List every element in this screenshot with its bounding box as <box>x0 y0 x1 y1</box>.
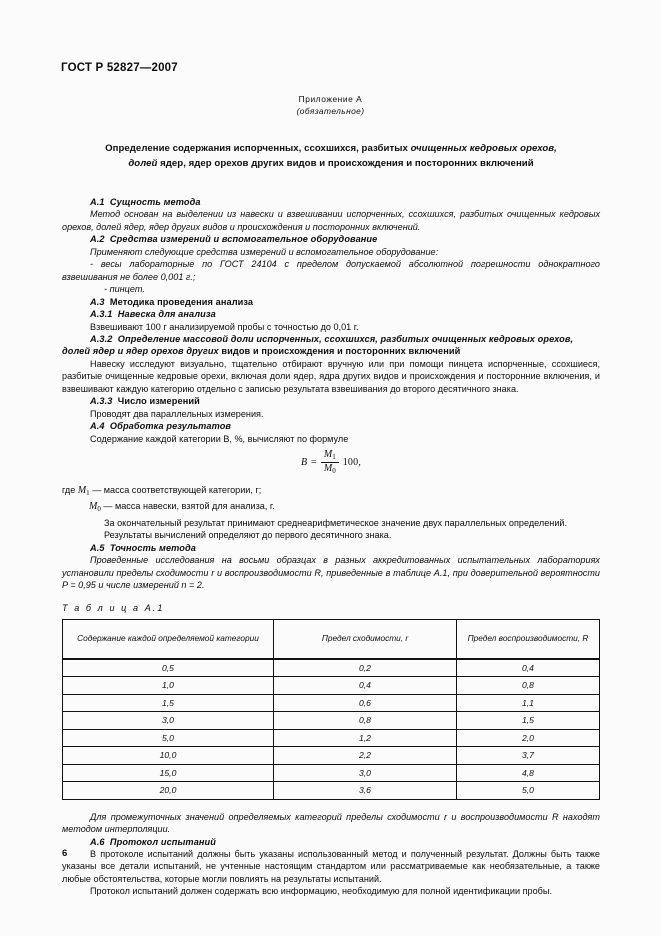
heading-a1 <box>62 196 600 208</box>
formula-denominator-symbol: M <box>323 463 333 475</box>
table-row <box>63 712 600 730</box>
heading-a32 <box>62 333 600 358</box>
table-head <box>63 619 600 659</box>
standard-number: ГОСТ Р 52827—2007 <box>61 62 178 74</box>
heading-a2 <box>62 233 600 245</box>
formula-legend-symbol-m1 <box>78 485 90 496</box>
formula-numerator-symbol: M <box>323 449 333 461</box>
formula-legend-row-1 <box>62 484 600 500</box>
paragraph-a32-body: Навеску исследуют визуально, тщательно отбирают вручную или при помощи пинцета испорченные, ссохшиеся, разбитые очищенные кедровые орехи, включая доли ядер, ядра других видов и происхождения и посторонние включения, и взвешивают каждую категорию отдельно с записью результата взвешивания до второго десятичного знака. <box>62 358 600 394</box>
formula-numerator <box>321 450 339 462</box>
paragraph-a6-body2: Протокол испытаний должен содержать всю информацию, необходимую для полной идентификации пробы. <box>90 886 552 897</box>
formula-factor: 100, <box>342 457 362 469</box>
table-cell-reproducibility: 0,8 <box>457 677 600 695</box>
heading-a32-text-italic: Определение массовой доли испорченных, ссохшихся, разбитых очищенных кедровых орехов, долей ядер и ядер орехов других <box>62 333 574 357</box>
heading-a6-text: Протокол испытаний <box>109 836 216 847</box>
annex-title-part4: ядер, ядер орехов других видов и происхождения и посторонних включений <box>157 158 534 169</box>
heading-a3 <box>62 296 600 308</box>
heading-a31 <box>62 308 600 320</box>
table-row <box>63 747 600 765</box>
paragraph-a6-body1: В протоколе испытаний должны быть указаны использованный метод и полученный результат. Должны быть также указаны все детали испытаний, не учтенные настоящим стандартом или рассматриваемые как необязательные, а также любые обстоятельства, которые могли повлиять на результаты испытаний. <box>62 848 600 884</box>
heading-a32-number: А.3.2 <box>90 333 113 344</box>
heading-a1-text: Сущность метода <box>109 197 201 207</box>
formula-legend-symbol-m0 <box>89 501 101 512</box>
table-cell-reproducibility: 4,8 <box>457 764 600 782</box>
table-row <box>63 764 600 782</box>
heading-a6 <box>62 836 600 848</box>
annex-label: Приложение А <box>298 94 363 104</box>
heading-a5 <box>62 542 600 554</box>
table-header-cell-reproducibility: Предел воспроизводимости, R <box>457 619 600 659</box>
table-cell-repeatability: 0,4 <box>274 677 457 695</box>
m1-symbol: M <box>77 485 87 497</box>
table-row <box>63 659 600 677</box>
table-cell-repeatability: 0,2 <box>274 659 457 677</box>
paragraph-a1-body: Метод основан на выделении из навески и взвешивании испорченных, ссохшихся, разбитых очищенных кедровых орехов, долей ядер, ядер других видов и происхождения и посторонних включений. <box>62 209 600 232</box>
table-cell-category: 5,0 <box>63 729 274 747</box>
table-cell-category: 3,0 <box>63 712 274 730</box>
table-row <box>63 782 600 800</box>
paragraph-a4-note1: За окончательный результат принимают среднеарифметическое значение двух параллельных определений. <box>104 517 568 528</box>
formula-lhs: B <box>300 457 308 469</box>
heading-a4 <box>62 420 600 432</box>
heading-a33 <box>62 395 600 407</box>
table-body <box>63 659 600 800</box>
table-cell-repeatability: 2,2 <box>274 747 457 765</box>
formula-legend-row-2 <box>89 500 600 516</box>
heading-a5-text: Точность метода <box>109 542 196 553</box>
heading-a2-text: Средства измерений и вспомогательное оборудование <box>109 234 378 245</box>
table-cell-category: 15,0 <box>63 764 274 782</box>
document-body <box>62 196 600 898</box>
table-cell-reproducibility: 3,7 <box>457 747 600 765</box>
table-cell-category: 1,0 <box>63 677 274 695</box>
table-row <box>63 694 600 712</box>
table-cell-repeatability: 0,8 <box>274 712 457 730</box>
formula-denominator-subscript: 0 <box>332 467 336 476</box>
formula-legend <box>62 484 600 517</box>
table-header-row <box>63 619 600 659</box>
paragraph-a2-body: Применяют следующие средства измерений и вспомогательное оборудование: <box>90 246 439 257</box>
heading-a31-text: Навеска для анализа <box>117 309 216 320</box>
annex-status: (обязательное) <box>296 106 365 116</box>
m0-symbol: M <box>89 501 98 513</box>
table-row <box>63 729 600 747</box>
table-cell-reproducibility: 1,1 <box>457 694 600 712</box>
table-cell-repeatability: 3,6 <box>274 782 457 800</box>
heading-a33-text: Число измерений <box>117 396 200 407</box>
paragraph-a5-body: Проведенные исследования на восьми образцах в разных аккредитованных испытательных лабораториях установили пределы сходимости r и воспроизводимости R, приведенные в таблице А.1, при доверительной вероятности P = 0,95 и числе измерений n = 2. <box>62 555 600 591</box>
table-caption: Т а б л и ц а А.1 <box>62 602 165 613</box>
heading-a6-number: А.6 <box>90 836 105 847</box>
formula-fraction <box>321 450 339 475</box>
list-item-scales: - весы лабораторные по ГОСТ 24104 с пределом допускаемой абсолютной погрешности однократного взвешивания не более 0,001 г.; <box>62 259 600 282</box>
formula-legend-text-m0: — масса навески, взятой для анализа, г. <box>103 501 275 512</box>
paragraph-a4-note2: Результаты вычислений определяют до первого десятичного знака. <box>104 530 392 541</box>
page-number: 6 <box>62 848 68 859</box>
formula-numerator-subscript: 1 <box>332 453 336 462</box>
paragraph-a33-body: Проводят два параллельных измерения. <box>90 408 264 419</box>
formula-legend-where-label: где <box>62 485 76 496</box>
heading-a4-number: А.4 <box>90 421 105 432</box>
heading-a33-number: А.3.3 <box>90 396 113 407</box>
table-cell-category: 10,0 <box>63 747 274 765</box>
table-cell-repeatability: 0,6 <box>274 694 457 712</box>
heading-a4-text: Обработка результатов <box>109 421 232 432</box>
table-cell-reproducibility: 1,5 <box>457 712 600 730</box>
precision-limits-table <box>62 619 600 800</box>
table-cell-category: 20,0 <box>63 782 274 800</box>
heading-a32-text-roman: видов и происхождения и посторонних включений <box>218 346 461 357</box>
m0-subscript: 0 <box>97 505 101 514</box>
heading-a2-number: А.2 <box>90 234 105 245</box>
table-header-cell-category: Содержание каждой определяемой категории <box>63 619 274 659</box>
page-title <box>62 141 600 171</box>
paragraph-a5-after-table: Для промежуточных значений определяемых категорий пределы сходимости r и воспроизводимости R находят методом интерполяции. <box>62 811 600 835</box>
formula-content-percentage <box>62 450 600 480</box>
table-cell-repeatability: 1,2 <box>274 729 457 747</box>
heading-a31-number: А.3.1 <box>90 309 113 320</box>
table-header-cell-repeatability: Предел сходимости, r <box>274 619 457 659</box>
table-cell-category: 1,5 <box>63 694 274 712</box>
table-row <box>63 677 600 695</box>
table-cell-reproducibility: 5,0 <box>457 782 600 800</box>
m1-subscript: 1 <box>86 489 90 498</box>
formula-legend-text-m1: — масса соответствующей категории, г; <box>92 485 262 496</box>
formula-expression <box>301 450 361 475</box>
table-cell-reproducibility: 0,4 <box>457 659 600 677</box>
annex-title-part1: Определение содержания испорченных, ссохшихся, разбитых <box>105 143 411 154</box>
paragraph-a31-body: Взвешивают 100 г анализируемой пробы с точностью до 0,01 г. <box>90 321 359 332</box>
heading-a1-number: А.1 <box>90 197 105 207</box>
formula-denominator <box>321 463 339 475</box>
paragraph-a4-body: Содержание каждой категории B, %, вычисляют по формуле <box>90 433 349 444</box>
annex-title-part3: долей <box>128 158 158 169</box>
heading-a3-number: А.3 <box>90 296 105 307</box>
table-cell-category: 0,5 <box>63 659 274 677</box>
annex-header <box>0 93 661 117</box>
list-item-tweezers: - пинцет. <box>104 284 145 295</box>
heading-a3-text: Методика проведения анализа <box>109 296 254 307</box>
annex-title-part2: очищенных кедровых орехов, <box>410 143 557 154</box>
table-cell-reproducibility: 2,0 <box>457 729 600 747</box>
heading-a5-number: А.5 <box>90 542 105 553</box>
formula-equals: = <box>311 457 317 469</box>
table-cell-repeatability: 3,0 <box>274 764 457 782</box>
